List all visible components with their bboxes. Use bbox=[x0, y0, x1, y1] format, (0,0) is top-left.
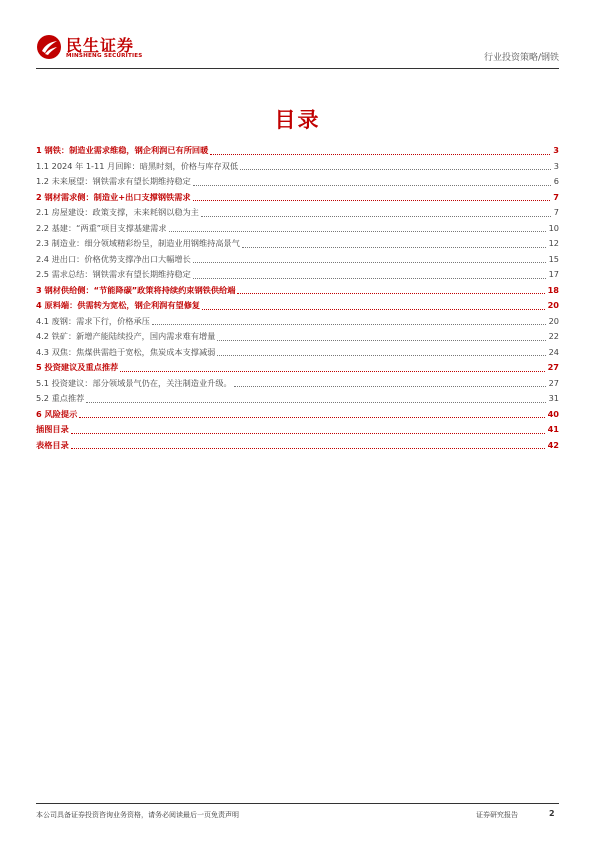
toc-entry-label: 5 投资建议及重点推荐 bbox=[36, 362, 119, 372]
toc-section-entry[interactable] bbox=[36, 438, 559, 454]
toc-entry-label: 4.3 双焦：焦煤供需趋于宽松，焦炭成本支撑减弱 bbox=[36, 346, 216, 357]
toc-entry-page: 6 bbox=[553, 176, 559, 186]
toc-entry-label: 2.3 制造业：细分领域精彩纷呈，制造业用钢维持高景气 bbox=[36, 238, 240, 248]
footer-divider bbox=[36, 803, 559, 804]
toc-subsection-entry[interactable] bbox=[36, 159, 559, 175]
toc-dot-leader bbox=[217, 339, 545, 341]
toc-entry-label: 2 钢材需求侧：制造业+出口支撑钢铁需求 bbox=[36, 191, 191, 202]
toc-dot-leader bbox=[152, 323, 546, 325]
toc-dot-leader bbox=[210, 153, 550, 155]
toc-entry-page: 12 bbox=[548, 238, 559, 248]
toc-dot-leader bbox=[193, 199, 551, 201]
page-header bbox=[36, 32, 559, 68]
toc-entry-page: 20 bbox=[548, 315, 559, 326]
toc-dot-leader bbox=[71, 447, 545, 449]
toc-entry-page: 7 bbox=[553, 191, 559, 202]
toc-dot-leader bbox=[71, 432, 545, 434]
toc-entry-page: 41 bbox=[547, 424, 559, 434]
toc-subsection-entry[interactable] bbox=[36, 174, 559, 190]
toc-dot-leader bbox=[201, 215, 551, 217]
toc-entry-label: 2.4 进出口：价格优势支撑净出口大幅增长 bbox=[36, 253, 191, 264]
toc-section-entry[interactable] bbox=[36, 143, 559, 159]
toc-entry-label: 4 原料端：供需转为宽松，钢企利润有望修复 bbox=[36, 300, 201, 310]
toc-dot-leader bbox=[242, 246, 546, 248]
toc-dot-leader bbox=[79, 416, 544, 418]
toc-dot-leader bbox=[193, 184, 551, 186]
footer-disclaimer: 本公司具备证券投资咨询业务资格，请务必阅读最后一页免责声明 bbox=[36, 811, 239, 819]
toc-subsection-entry[interactable] bbox=[36, 314, 559, 330]
toc-entry-page: 18 bbox=[547, 284, 559, 295]
toc-section-entry[interactable] bbox=[36, 360, 559, 376]
toc-subsection-entry[interactable] bbox=[36, 236, 559, 252]
toc-entry-label: 3 钢材供给侧：“节能降碳”政策将持续约束钢铁供给端 bbox=[36, 284, 236, 295]
toc-dot-leader bbox=[202, 308, 544, 310]
toc-subsection-entry[interactable] bbox=[36, 329, 559, 345]
toc-section-entry[interactable] bbox=[36, 422, 559, 438]
header-divider bbox=[36, 68, 559, 69]
toc-dot-leader bbox=[237, 292, 544, 294]
report-category: 行业投资策略/钢铁 bbox=[483, 53, 559, 63]
toc-entry-page: 17 bbox=[548, 269, 559, 279]
toc-entry-label: 2.1 房屋建设：政策支撑，未来耗钢以稳为主 bbox=[36, 207, 199, 217]
toc-section-entry[interactable] bbox=[36, 407, 559, 423]
minsheng-logo-icon bbox=[36, 34, 62, 60]
toc-entry-label: 5.1 投资建议：部分领域景气仍在，关注制造业升级。 bbox=[36, 377, 232, 388]
toc-dot-leader bbox=[217, 354, 545, 356]
toc-entry-label: 表格目录 bbox=[36, 439, 69, 450]
toc-entry-page: 42 bbox=[547, 439, 559, 450]
toc-dot-leader bbox=[86, 401, 545, 403]
toc-subsection-entry[interactable] bbox=[36, 267, 559, 283]
toc-entry-page: 27 bbox=[547, 362, 559, 372]
footer-doc-type: 证券研究报告 bbox=[476, 811, 518, 819]
toc-section-entry[interactable] bbox=[36, 283, 559, 299]
footer-page-number: 2 bbox=[549, 809, 555, 818]
toc-entry-label: 插图目录 bbox=[36, 424, 69, 434]
toc-subsection-entry[interactable] bbox=[36, 391, 559, 407]
toc-dot-leader bbox=[234, 385, 546, 387]
toc-entry-page: 20 bbox=[547, 300, 559, 310]
toc-dot-leader bbox=[169, 230, 546, 232]
toc-entry-page: 15 bbox=[548, 253, 559, 264]
toc-subsection-entry[interactable] bbox=[36, 221, 559, 237]
toc-entry-label: 1.1 2024 年 1-11 月回眸：暗黑时刻，价格与库存双低 bbox=[36, 160, 239, 171]
toc-entry-label: 2.5 需求总结：钢铁需求有望长期维持稳定 bbox=[36, 269, 191, 279]
toc-subsection-entry[interactable] bbox=[36, 376, 559, 392]
toc-entry-page: 7 bbox=[553, 207, 559, 217]
toc-entry-page: 31 bbox=[548, 393, 559, 403]
toc-dot-leader bbox=[120, 370, 544, 372]
toc-entry-label: 4.1 废钢：需求下行，价格承压 bbox=[36, 315, 150, 326]
toc-dot-leader bbox=[193, 277, 546, 279]
logo-chinese-name: 民生证券 bbox=[66, 36, 135, 55]
toc-dot-leader bbox=[193, 261, 546, 263]
toc-entry-label: 1.2 未来展望：钢铁需求有望长期维持稳定 bbox=[36, 176, 191, 186]
toc-entry-label: 6 风险提示 bbox=[36, 408, 78, 419]
toc-subsection-entry[interactable] bbox=[36, 345, 559, 361]
toc-entry-page: 22 bbox=[548, 331, 559, 341]
toc-entry-label: 1 钢铁：制造业需求维稳，钢企利润已有所回暖 bbox=[36, 145, 209, 155]
page-title: 目录 bbox=[274, 108, 321, 132]
toc-entry-label: 2.2 基建：“两重”项目支撑基建需求 bbox=[36, 222, 167, 233]
toc-entry-page: 3 bbox=[553, 160, 559, 171]
toc-dot-leader bbox=[240, 168, 551, 170]
toc-entry-page: 40 bbox=[547, 408, 559, 419]
table-of-contents bbox=[36, 143, 559, 453]
toc-entry-page: 3 bbox=[553, 145, 559, 155]
toc-section-entry[interactable] bbox=[36, 298, 559, 314]
toc-entry-page: 27 bbox=[548, 377, 559, 388]
toc-entry-label: 5.2 重点推荐 bbox=[36, 393, 85, 403]
toc-subsection-entry[interactable] bbox=[36, 252, 559, 268]
toc-entry-page: 24 bbox=[548, 346, 559, 357]
toc-entry-page: 10 bbox=[548, 222, 559, 233]
toc-subsection-entry[interactable] bbox=[36, 205, 559, 221]
toc-section-entry[interactable] bbox=[36, 190, 559, 206]
toc-entry-label: 4.2 铁矿：新增产能陆续投产，国内需求难有增量 bbox=[36, 331, 216, 341]
logo-english-name: MINSHENG SECURITIES bbox=[66, 53, 143, 59]
